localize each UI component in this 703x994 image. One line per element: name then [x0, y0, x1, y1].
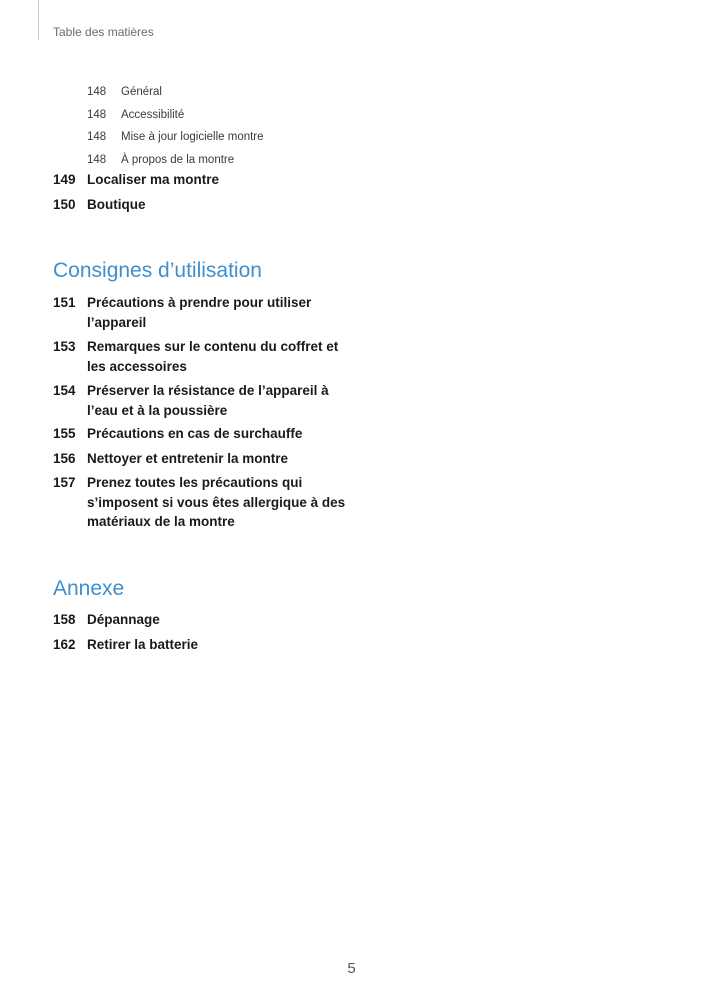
toc-entry[interactable]	[53, 424, 353, 444]
subentry-list	[87, 81, 264, 171]
toc-entry-title: Dépannage	[87, 612, 160, 627]
toc-entry-title: Précautions en cas de surchauffe	[87, 426, 303, 441]
toc-subentry-page: 148	[87, 86, 107, 99]
toc-entry[interactable]	[53, 337, 353, 376]
toc-entry[interactable]	[53, 635, 353, 655]
toc-subentry[interactable]	[87, 149, 264, 172]
toc-entry-title: Remarques sur le contenu du coffret et les accessoires	[87, 339, 339, 374]
toc-entry[interactable]	[53, 170, 353, 190]
toc-entry-page: 154	[53, 383, 76, 398]
running-header: Table des matières	[53, 25, 154, 39]
toc-entry-page: 156	[53, 451, 76, 466]
toc-entry-title: Précautions à prendre pour utiliser l’appareil	[87, 295, 312, 330]
page-number: 5	[347, 960, 356, 977]
toc-entry-title: Préserver la résistance de l’appareil à l’eau et à la poussière	[87, 383, 329, 418]
section-heading: Annexe	[53, 577, 125, 600]
toc-subentry[interactable]	[87, 126, 264, 149]
toc-subentry-title: À propos de la montre	[121, 153, 235, 166]
toc-entry-page: 151	[53, 295, 76, 310]
toc-entry-title: Retirer la batterie	[87, 637, 199, 652]
toc-entry-page: 153	[53, 339, 76, 354]
toc-entry[interactable]	[53, 610, 353, 630]
toc-subentry-title: Mise à jour logicielle montre	[121, 131, 264, 144]
toc-entry-page: 158	[53, 612, 76, 627]
toc-entry-page: 149	[53, 172, 76, 187]
toc-entry[interactable]	[53, 381, 353, 420]
toc-entry[interactable]	[53, 449, 353, 469]
toc-entry-page: 150	[53, 197, 76, 212]
toc-entry-title: Nettoyer et entretenir la montre	[87, 451, 289, 466]
toc-subentry-page: 148	[87, 131, 107, 144]
margin-rule	[38, 0, 39, 40]
toc-subentry-page: 148	[87, 108, 107, 121]
section-heading: Consignes d’utilisation	[53, 259, 262, 282]
toc-entry-page: 155	[53, 426, 76, 441]
toc-entry[interactable]	[53, 293, 353, 332]
toc-entry[interactable]	[53, 473, 353, 532]
toc-subentry-title: Général	[121, 86, 162, 99]
toc-entry-title: Boutique	[87, 197, 146, 212]
toc-subentry[interactable]	[87, 104, 264, 127]
toc-subentry[interactable]	[87, 81, 264, 104]
toc-entry-title: Localiser ma montre	[87, 172, 220, 187]
toc-entry-page: 157	[53, 475, 76, 490]
toc-entry-title: Prenez toutes les précautions qui s’imposent si vous êtes allergique à des matériaux de la montre	[87, 475, 346, 529]
toc-entry-page: 162	[53, 637, 76, 652]
toc-subentry-title: Accessibilité	[121, 108, 185, 121]
toc-subentry-page: 148	[87, 153, 107, 166]
toc-entry[interactable]	[53, 195, 353, 215]
